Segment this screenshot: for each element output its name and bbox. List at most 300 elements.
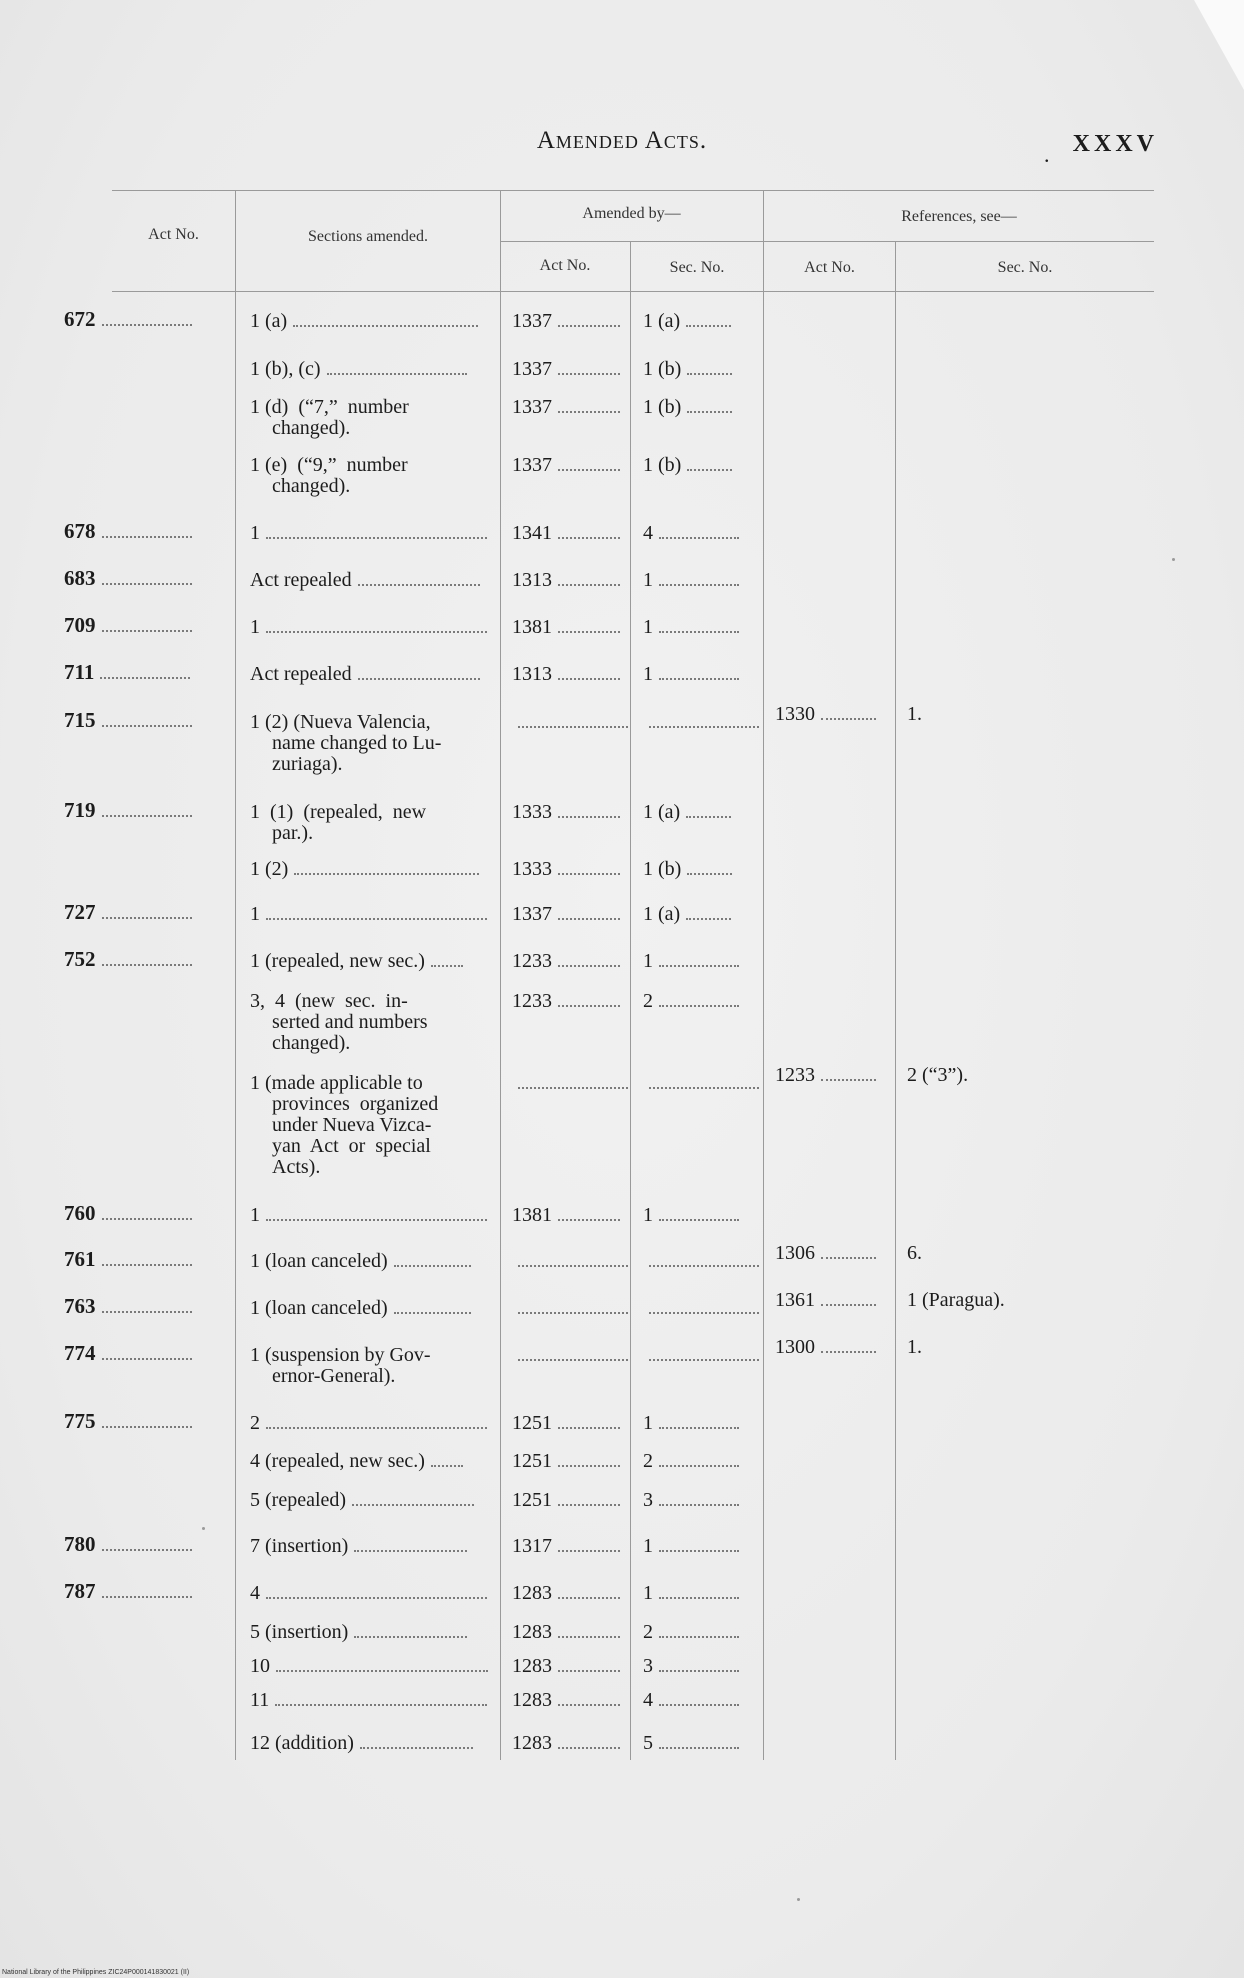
amended-act-text: 1313	[512, 569, 552, 591]
dot-leader	[686, 324, 731, 327]
act-number-text: 761	[64, 1247, 96, 1271]
dot-leader	[558, 917, 620, 920]
dot-leader	[659, 1549, 739, 1552]
dot-leader	[102, 724, 192, 727]
section-line	[250, 951, 490, 972]
dot-leader	[659, 583, 739, 586]
section-line	[250, 397, 490, 418]
section-text: changed).	[272, 475, 351, 497]
header-amended-act-no: Act No.	[539, 257, 591, 274]
section-text: yan Act or special	[272, 1135, 431, 1157]
section-line	[250, 1536, 490, 1557]
reference-act	[775, 1290, 890, 1311]
section-text: 10	[250, 1655, 270, 1677]
amended-sec-text: 1	[643, 663, 653, 685]
dot-leader	[558, 1549, 620, 1552]
section-text: 1 (a)	[250, 310, 288, 332]
reference-sec-text: 1 (Paragua).	[907, 1289, 1005, 1311]
dot-leader	[102, 1310, 192, 1313]
column-rule	[500, 190, 501, 1760]
header-bottom-rule	[112, 291, 1154, 292]
section-line	[250, 1136, 490, 1157]
dot-leader	[659, 1004, 739, 1007]
amended-sec	[643, 712, 758, 733]
paper-speck	[797, 1898, 800, 1901]
section-text: under Nueva Vizca-	[272, 1114, 432, 1136]
header-ref-sec-no: Sec. No.	[997, 259, 1053, 276]
section-text: 1	[250, 1204, 260, 1226]
dot-leader	[102, 1548, 192, 1551]
dot-leader	[558, 536, 620, 539]
amended-act	[512, 859, 627, 880]
section-text: 1 (2)	[250, 858, 289, 880]
act-number-text: 763	[64, 1294, 96, 1318]
column-rule	[763, 190, 764, 1760]
dot-leader	[275, 1703, 487, 1706]
dot-leader	[102, 535, 192, 538]
amended-sec	[643, 991, 758, 1012]
section-line	[250, 1413, 490, 1434]
reference-act-text: 1361	[775, 1289, 815, 1311]
reference-sec	[907, 1065, 1147, 1086]
amended-act-text: 1341	[512, 522, 552, 544]
section-text: 1 (suspension by Gov-	[250, 1344, 431, 1366]
amended-act	[512, 664, 627, 685]
stray-mark: .	[1044, 142, 1050, 167]
amended-act	[512, 951, 627, 972]
section-text: Acts).	[272, 1156, 321, 1178]
dot-leader	[821, 1078, 876, 1081]
amended-act	[512, 397, 627, 418]
act-number	[64, 1343, 234, 1364]
amended-act	[512, 1656, 627, 1677]
amended-act	[512, 1690, 627, 1711]
amended-act-text: 1251	[512, 1489, 552, 1511]
amended-sec-text: 1 (b)	[643, 358, 682, 380]
section-line	[250, 991, 490, 1012]
amended-act-text: 1283	[512, 1582, 552, 1604]
dot-leader	[266, 1596, 487, 1599]
amended-act	[512, 712, 627, 733]
dot-leader	[558, 1004, 620, 1007]
act-number	[64, 902, 234, 923]
act-number-text: 760	[64, 1201, 96, 1225]
act-number	[64, 1249, 234, 1270]
dot-leader	[354, 1635, 467, 1638]
dot-leader	[102, 629, 192, 632]
section-line	[250, 1583, 490, 1604]
act-number	[64, 662, 234, 683]
dot-leader	[558, 324, 620, 327]
dot-leader	[558, 872, 620, 875]
dot-leader	[276, 1669, 488, 1672]
amended-sec-text: 3	[643, 1655, 653, 1677]
amended-act	[512, 1536, 627, 1557]
dot-leader	[102, 1357, 192, 1360]
amended-act-text: 1233	[512, 990, 552, 1012]
dot-leader	[649, 1311, 759, 1314]
amended-act	[512, 617, 627, 638]
header-act-no: Act No.	[148, 226, 199, 243]
section-line	[250, 1345, 490, 1366]
dot-leader	[821, 1303, 876, 1306]
reference-sec-text: 1.	[907, 703, 922, 725]
amended-act	[512, 1413, 627, 1434]
paper-speck	[1172, 558, 1175, 561]
dot-leader	[518, 725, 628, 728]
section-line	[250, 1451, 490, 1472]
dot-leader	[659, 677, 739, 680]
amended-sec-text: 2	[643, 1450, 653, 1472]
header-references: References, see—	[901, 208, 1017, 225]
amended-act	[512, 1733, 627, 1754]
dot-leader	[558, 677, 620, 680]
amended-sec	[643, 1451, 758, 1472]
section-line	[250, 712, 490, 733]
dot-leader	[358, 583, 480, 586]
dot-leader	[558, 1464, 620, 1467]
amended-sec	[643, 1298, 758, 1319]
dot-leader	[394, 1264, 471, 1267]
dot-leader	[659, 630, 739, 633]
act-number	[64, 1203, 234, 1224]
amended-sec	[643, 951, 758, 972]
amended-act-text: 1251	[512, 1450, 552, 1472]
dot-leader	[102, 582, 192, 585]
section-text: Act repealed	[250, 663, 352, 685]
section-line	[250, 1690, 490, 1711]
page-corner-fold	[1194, 0, 1244, 90]
dot-leader	[102, 1263, 192, 1266]
reference-act-text: 1300	[775, 1336, 815, 1358]
amended-sec-text: 5	[643, 1732, 653, 1754]
amended-act-text: 1283	[512, 1689, 552, 1711]
paper-speck	[202, 1527, 205, 1530]
amended-sec-text: 1 (a)	[643, 903, 681, 925]
section-line	[250, 1251, 490, 1272]
amended-sec	[643, 904, 758, 925]
amended-sec-text: 4	[643, 1689, 653, 1711]
amended-sec	[643, 1622, 758, 1643]
column-rule	[895, 241, 896, 1760]
amended-act	[512, 455, 627, 476]
subheader-rule	[500, 241, 1154, 242]
dot-leader	[558, 468, 620, 471]
dot-leader	[102, 323, 192, 326]
dot-leader	[659, 1464, 739, 1467]
section-line	[250, 617, 490, 638]
dot-leader	[659, 1426, 739, 1429]
reference-act-text: 1233	[775, 1064, 815, 1086]
dot-leader	[659, 1503, 739, 1506]
amended-act	[512, 802, 627, 823]
dot-leader	[294, 872, 479, 875]
amended-sec	[643, 1690, 758, 1711]
dot-leader	[102, 1217, 192, 1220]
amended-act	[512, 523, 627, 544]
dot-leader	[518, 1358, 628, 1361]
amended-act-text: 1317	[512, 1535, 552, 1557]
act-number-text: 752	[64, 947, 96, 971]
amended-act	[512, 1490, 627, 1511]
act-number	[64, 949, 234, 970]
section-line	[250, 1622, 490, 1643]
section-text: 1 (e) (“9,” number	[250, 454, 408, 476]
reference-act	[775, 1243, 890, 1264]
amended-sec-text: 1 (b)	[643, 858, 682, 880]
section-text: changed).	[272, 1032, 351, 1054]
dot-leader	[102, 963, 192, 966]
dot-leader	[558, 1746, 620, 1749]
dot-leader	[686, 917, 731, 920]
reference-act	[775, 1337, 890, 1358]
section-text: par.).	[272, 822, 314, 844]
amended-act-text: 1337	[512, 358, 552, 380]
dot-leader	[558, 372, 620, 375]
dot-leader	[558, 1426, 620, 1429]
amended-act	[512, 1205, 627, 1226]
section-text: Act repealed	[250, 569, 352, 591]
dot-leader	[558, 1669, 620, 1672]
dot-leader	[293, 324, 478, 327]
dot-leader	[687, 372, 732, 375]
reference-sec	[907, 1290, 1147, 1311]
section-line	[250, 802, 490, 823]
dot-leader	[354, 1549, 467, 1552]
dot-leader	[266, 1426, 487, 1429]
amended-sec	[643, 397, 758, 418]
dot-leader	[266, 1218, 487, 1221]
section-text: 1 (1) (repealed, new	[250, 801, 427, 823]
dot-leader	[518, 1086, 628, 1089]
dot-leader	[558, 630, 620, 633]
section-text: 12 (addition)	[250, 1732, 354, 1754]
section-text: name changed to Lu-	[272, 732, 442, 754]
footer-credit: National Library of the Philippines ZIC24P000141830021 (II)	[2, 1969, 190, 1976]
amended-act-text: 1283	[512, 1732, 552, 1754]
section-line	[250, 570, 490, 591]
dot-leader	[266, 917, 487, 920]
amended-sec	[643, 1205, 758, 1226]
section-line	[250, 418, 490, 439]
section-line	[250, 476, 490, 497]
amended-act	[512, 1583, 627, 1604]
reference-act	[775, 704, 890, 725]
dot-leader	[327, 372, 467, 375]
amended-act	[512, 311, 627, 332]
section-text: 7 (insertion)	[250, 1535, 349, 1557]
section-text: 1 (d) (“7,” number	[250, 396, 409, 418]
dot-leader	[102, 916, 192, 919]
section-line	[250, 1733, 490, 1754]
act-number	[64, 521, 234, 542]
section-line	[250, 1656, 490, 1677]
amended-act	[512, 991, 627, 1012]
section-text: 1	[250, 616, 260, 638]
page-title: Amended Acts.	[536, 127, 708, 154]
dot-leader	[102, 1595, 192, 1598]
dot-leader	[649, 725, 759, 728]
section-text: 1 (loan canceled)	[250, 1250, 388, 1272]
amended-act-text: 1337	[512, 903, 552, 925]
act-number-text: 715	[64, 708, 96, 732]
amended-act	[512, 1451, 627, 1472]
section-line	[250, 1205, 490, 1226]
act-number-text: 780	[64, 1532, 96, 1556]
section-text: 1 (loan canceled)	[250, 1297, 388, 1319]
section-text: 4 (repealed, new sec.)	[250, 1450, 425, 1472]
section-line	[250, 1073, 490, 1094]
dot-leader	[686, 815, 731, 818]
dot-leader	[558, 1218, 620, 1221]
section-text: 5 (insertion)	[250, 1621, 349, 1643]
amended-sec-text: 1 (a)	[643, 801, 681, 823]
amended-sec	[643, 570, 758, 591]
section-text: zuriaga).	[272, 753, 343, 775]
amended-act	[512, 570, 627, 591]
act-number-text: 678	[64, 519, 96, 543]
amended-act-text: 1251	[512, 1412, 552, 1434]
amended-sec	[643, 523, 758, 544]
act-number-text: 727	[64, 900, 96, 924]
amended-sec-text: 4	[643, 522, 653, 544]
amended-sec-text: 1	[643, 1582, 653, 1604]
dot-leader	[659, 964, 739, 967]
section-line	[250, 904, 490, 925]
section-line	[250, 1157, 490, 1178]
dot-leader	[558, 583, 620, 586]
amended-act-text: 1333	[512, 801, 552, 823]
dot-leader	[649, 1264, 759, 1267]
dot-leader	[558, 815, 620, 818]
amended-sec-text: 1 (b)	[643, 454, 682, 476]
section-text: ernor-General).	[272, 1365, 396, 1387]
section-text: 1	[250, 522, 260, 544]
amended-sec	[643, 311, 758, 332]
act-number	[64, 568, 234, 589]
section-line	[250, 1094, 490, 1115]
dot-leader	[518, 1264, 628, 1267]
amended-sec	[643, 1345, 758, 1366]
section-text: provinces organized	[272, 1093, 439, 1115]
reference-act-text: 1306	[775, 1242, 815, 1264]
amended-act-text: 1381	[512, 1204, 552, 1226]
dot-leader	[659, 1669, 739, 1672]
dot-leader	[821, 1256, 876, 1259]
section-line	[250, 359, 490, 380]
act-number-text: 774	[64, 1341, 96, 1365]
act-number	[64, 710, 234, 731]
amended-act	[512, 1298, 627, 1319]
amended-act	[512, 1073, 627, 1094]
amended-act-text: 1233	[512, 950, 552, 972]
section-line	[250, 754, 490, 775]
amended-sec	[643, 1536, 758, 1557]
section-line	[250, 733, 490, 754]
amended-sec-text: 2	[643, 990, 653, 1012]
header-sections-amended: Sections amended.	[308, 228, 428, 245]
dot-leader	[558, 1703, 620, 1706]
dot-leader	[687, 468, 732, 471]
amended-sec	[643, 1490, 758, 1511]
section-text: 4	[250, 1582, 260, 1604]
section-text: 11	[250, 1689, 270, 1711]
reference-sec	[907, 704, 1147, 725]
section-line	[250, 1115, 490, 1136]
section-text: 1 (2) (Nueva Valencia,	[250, 711, 431, 733]
amended-act-text: 1333	[512, 858, 552, 880]
dot-leader	[102, 814, 192, 817]
reference-sec	[907, 1243, 1147, 1264]
dot-leader	[649, 1086, 759, 1089]
dot-leader	[266, 630, 487, 633]
dot-leader	[431, 964, 463, 967]
dot-leader	[649, 1358, 759, 1361]
amended-act	[512, 359, 627, 380]
header-amended-by: Amended by—	[582, 205, 681, 222]
amended-sec-text: 1 (b)	[643, 396, 682, 418]
amended-sec	[643, 617, 758, 638]
amended-act-text: 1337	[512, 396, 552, 418]
section-line	[250, 823, 490, 844]
act-number	[64, 1534, 234, 1555]
dot-leader	[821, 717, 876, 720]
amended-sec-text: 1	[643, 1412, 653, 1434]
act-number	[64, 1581, 234, 1602]
amended-sec	[643, 802, 758, 823]
act-number-text: 683	[64, 566, 96, 590]
section-line	[250, 523, 490, 544]
section-text: changed).	[272, 417, 351, 439]
section-text: 1	[250, 903, 260, 925]
dot-leader	[431, 1464, 463, 1467]
reference-sec-text: 2 (“3”).	[907, 1064, 969, 1086]
dot-leader	[558, 964, 620, 967]
column-rule	[630, 241, 631, 1760]
amended-act-text: 1283	[512, 1621, 552, 1643]
table-top-rule	[112, 190, 1154, 191]
reference-sec-text: 6.	[907, 1242, 922, 1264]
amended-sec-text: 1	[643, 569, 653, 591]
act-number-text: 711	[64, 660, 95, 684]
section-line	[250, 859, 490, 880]
section-text: 1 (repealed, new sec.)	[250, 950, 425, 972]
section-text: 1 (made applicable to	[250, 1072, 423, 1094]
dot-leader	[659, 536, 739, 539]
page-number: XXXV	[1072, 131, 1158, 157]
amended-sec-text: 1	[643, 950, 653, 972]
dot-leader	[352, 1503, 474, 1506]
dot-leader	[360, 1746, 473, 1749]
column-rule	[235, 190, 236, 1760]
section-line	[250, 1366, 490, 1387]
amended-sec	[643, 1733, 758, 1754]
act-number-text: 787	[64, 1579, 96, 1603]
amended-sec	[643, 1583, 758, 1604]
act-number	[64, 800, 234, 821]
amended-sec-text: 2	[643, 1621, 653, 1643]
act-number-text: 672	[64, 307, 96, 331]
amended-sec	[643, 455, 758, 476]
section-text: 5 (repealed)	[250, 1489, 347, 1511]
amended-act-text: 1283	[512, 1655, 552, 1677]
amended-sec	[643, 359, 758, 380]
reference-sec-text: 1.	[907, 1336, 922, 1358]
amended-sec-text: 1	[643, 616, 653, 638]
amended-sec	[643, 664, 758, 685]
dot-leader	[659, 1218, 739, 1221]
section-line	[250, 1033, 490, 1054]
